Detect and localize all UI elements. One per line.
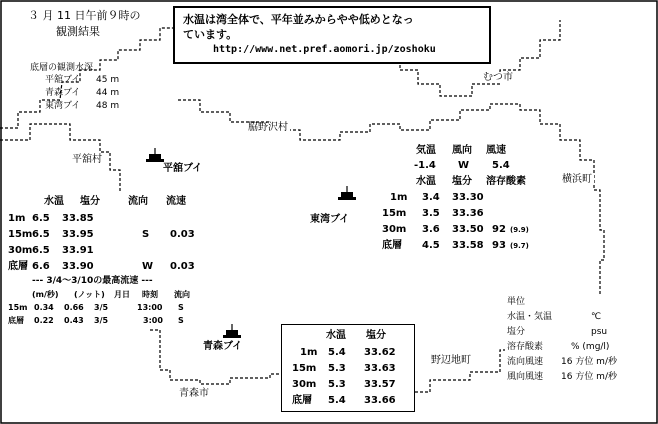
col-header: 水温 [326, 330, 346, 341]
cell-salinity: 33.36 [452, 208, 484, 219]
buoy-label-higashi: 東湾ブイ [310, 214, 350, 225]
units-label: 塩分 [507, 327, 526, 337]
max-cell-kt: 0.66 [64, 303, 84, 312]
row-depth: 1m [300, 347, 318, 358]
max-cell-kt: 0.43 [64, 316, 84, 325]
buoy-marker-tairadate [146, 148, 164, 162]
row-depth: 1m [390, 192, 408, 203]
cell-speed: 0.03 [170, 261, 195, 272]
cell-temp: 5.4 [328, 395, 346, 406]
col-header: 溶存酸素 [486, 176, 526, 187]
cell-temp: 6.5 [32, 245, 50, 256]
observation-datetime: ３ 月 11 日午前９時の [28, 9, 141, 22]
depth-note-depth: 48 m [96, 101, 120, 111]
row-depth: 底層 [292, 395, 312, 406]
aomori-table [281, 324, 415, 412]
max-col-header: 時刻 [142, 290, 158, 299]
units-title: 単位 [507, 297, 526, 307]
row-depth: 15m [292, 363, 317, 374]
weather-header: 風向 [452, 145, 472, 156]
cell-dissolved-oxygen: 92 [492, 224, 506, 235]
place-yokohama: 横浜町 [562, 174, 592, 185]
units-label: 溶存酸素 [507, 342, 544, 352]
coastline-tsugaru [0, 124, 124, 200]
units-value: 16 方位 m/秒 [561, 372, 617, 382]
row-depth: 30m [292, 379, 317, 390]
cell-temp: 4.5 [422, 240, 440, 251]
source-url[interactable]: http://www.net.pref.aomori.jp/zoshoku [213, 44, 436, 55]
weather-value: -1.4 [414, 160, 436, 171]
units-value: psu [591, 327, 608, 337]
place-aomori-city: 青森市 [179, 388, 209, 399]
max-cell-date: 3/5 [94, 316, 109, 325]
max-row-depth: 底層 [8, 316, 24, 325]
summary-box [173, 6, 491, 64]
cell-salinity: 33.91 [62, 245, 94, 256]
cell-dissolved-oxygen: 93 [492, 240, 506, 251]
row-depth: 1m [8, 213, 26, 224]
tairadate-table [2, 192, 202, 328]
max-cell-date: 3/5 [94, 303, 109, 312]
cell-salinity: 33.95 [62, 229, 94, 240]
units-label: 風向風速 [507, 372, 544, 382]
buoy-label-aomori: 青森ブイ [203, 341, 243, 352]
depth-note-name: 東湾ブイ [45, 101, 81, 111]
cell-direction: W [142, 261, 154, 272]
cell-salinity: 33.30 [452, 192, 484, 203]
place-tairadate-village: 平舘村 [72, 154, 102, 165]
cell-temp: 5.3 [328, 363, 346, 374]
col-header: 塩分 [366, 330, 386, 341]
units-label: 水温・気温 [507, 312, 553, 322]
depth-note-depth: 44 m [96, 88, 120, 98]
cell-salinity: 33.66 [364, 395, 396, 406]
cell-temp: 3.5 [422, 208, 440, 219]
cell-dissolved-oxygen-mgl: (9.9) [510, 226, 529, 234]
max-cell-direction: S [178, 303, 184, 312]
depth-note-name: 青森ブイ [45, 88, 81, 98]
cell-temp: 6.5 [32, 229, 50, 240]
max-cell-direction: S [178, 316, 184, 325]
place-mutsu: むつ市 [483, 72, 513, 83]
row-depth: 30m [382, 224, 407, 235]
cell-temp: 5.4 [328, 347, 346, 358]
place-wakinosawa: 脇野沢村 [248, 122, 288, 133]
summary-line-1: 水温は湾全体で、平年並みからやや低めとなっ [183, 13, 414, 26]
buoy-marker-higashi [338, 186, 356, 200]
max-col-header: 月日 [114, 290, 130, 299]
col-header: 水温 [44, 196, 64, 207]
cell-salinity: 33.62 [364, 347, 396, 358]
cell-dissolved-oxygen-mgl: (9.7) [510, 242, 529, 250]
buoy-label-tairadate: 平舘ブイ [163, 163, 203, 174]
cell-temp: 3.6 [422, 224, 440, 235]
max-col-header: (m/秒) [32, 290, 59, 299]
weather-header: 風速 [486, 145, 506, 156]
higashi-table [370, 142, 540, 252]
row-depth: 底層 [382, 240, 402, 251]
max-col-header: (ノット) [74, 290, 105, 299]
max-cell-ms: 0.34 [34, 303, 54, 312]
cell-salinity: 33.57 [364, 379, 396, 390]
col-header: 流速 [166, 196, 186, 207]
depth-note-title: 底層の観測水深 [30, 63, 94, 73]
col-header: 水温 [416, 176, 436, 187]
col-header: 流向 [128, 196, 148, 207]
cell-temp: 6.6 [32, 261, 50, 272]
weather-header: 気温 [416, 145, 436, 156]
cell-speed: 0.03 [170, 229, 195, 240]
cell-salinity: 33.63 [364, 363, 396, 374]
cell-temp: 5.3 [328, 379, 346, 390]
cell-temp: 3.4 [422, 192, 440, 203]
units-value: % (mg/l) [571, 342, 610, 352]
units-value: ℃ [591, 312, 602, 322]
cell-direction: S [142, 229, 150, 240]
place-noheji: 野辺地町 [431, 355, 471, 366]
weather-value: W [458, 160, 470, 171]
max-cell-time: 3:00 [143, 316, 163, 325]
cell-salinity: 33.58 [452, 240, 484, 251]
depth-note-name: 平舘ブイ [45, 75, 81, 85]
units-value: 16 方位 m/秒 [561, 357, 617, 367]
depth-note-depth: 45 m [96, 75, 120, 85]
summary-line-2: ています。 [183, 28, 238, 41]
row-depth: 30m [8, 245, 33, 256]
max-col-header: 流向 [174, 290, 190, 299]
max-cell-time: 13:00 [137, 303, 163, 312]
buoy-marker-aomori [223, 324, 241, 338]
row-depth: 底層 [8, 261, 28, 272]
col-header: 塩分 [80, 196, 100, 207]
units-label: 流向風速 [507, 357, 544, 367]
observation-title: 観測結果 [56, 25, 100, 38]
cell-temp: 6.5 [32, 213, 50, 224]
cell-salinity: 33.90 [62, 261, 94, 272]
units-legend [505, 296, 653, 382]
cell-salinity: 33.50 [452, 224, 484, 235]
cell-salinity: 33.85 [62, 213, 94, 224]
row-depth: 15m [382, 208, 407, 219]
weather-value: 5.4 [492, 160, 510, 171]
max-speed-title: --- 3/4～3/10の最高流速 --- [32, 276, 153, 286]
max-cell-ms: 0.22 [34, 316, 54, 325]
row-depth: 15m [8, 229, 33, 240]
max-row-depth: 15m [8, 303, 28, 312]
col-header: 塩分 [452, 176, 472, 187]
